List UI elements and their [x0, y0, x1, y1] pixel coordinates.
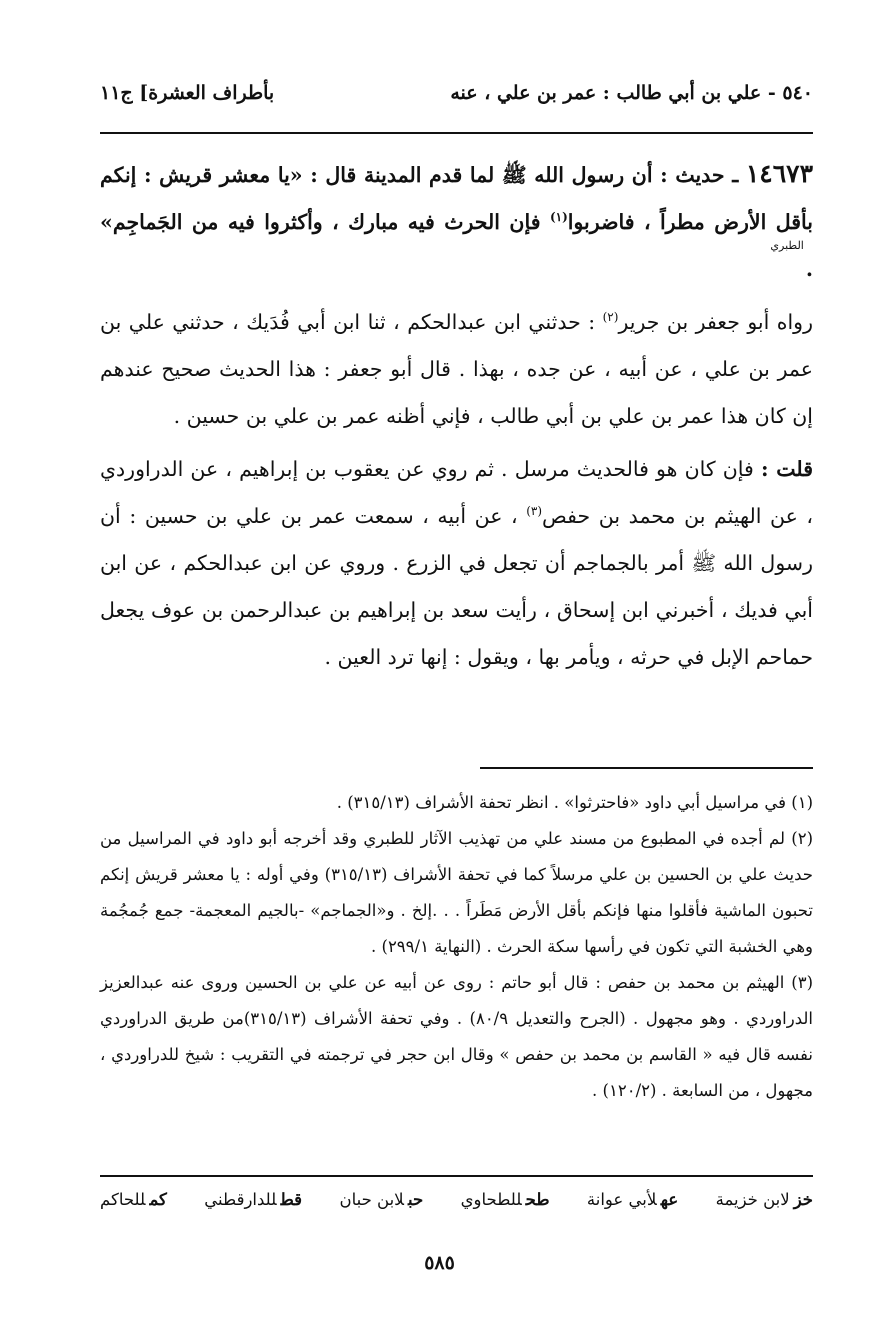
abbreviation-key: [100, 1190, 813, 1209]
header-right-text: ٥٤٠ - علي بن أبي طالب : عمر بن علي ، عنه: [450, 82, 813, 104]
riwaya-text-2: : حدثني ابن عبدالحكم ، ثنا ابن أبي فُدَيك ، حدثني علي بن عمر بن علي ، عن أبيه ، عن جده ، بهذا . قال أبو جعفر : هذا الحديث صحيح عندهم إن كان هذا عمر بن علي بن أبي طالب ، فإني أظنه عمر بن علي بن حسين .: [100, 310, 813, 428]
abbreviation-code: قط: [280, 1190, 303, 1209]
abbreviation-item: [716, 1190, 813, 1209]
footnote-ref-3: (٣): [526, 504, 543, 519]
abbreviation-name: للدارقطني: [204, 1190, 277, 1209]
abbreviation-item: [204, 1190, 302, 1209]
abbreviation-item: [100, 1190, 167, 1209]
hadith-label: حديث :: [660, 163, 725, 187]
bottom-rule: [100, 1175, 813, 1177]
abbreviation-item: [587, 1190, 678, 1209]
footnote-2: (٢) لم أجده في المطبوع من مسند علي من تهذيب الآثار للطبري وقد أخرجه أبو داود في المراسيل من حديث علي بن الحسين بن علي مرسلاً كما في تحفة الأشراف (٣١٥/١٣) وفي أوله : يا معشر قريش إنكم تحبون الماشية فأقلوا منها فإنكم بأقل الأرض مَطَراً . . .إلخ . و«الجماجم» -بالجيم المعجمة- جمع جُمجُمة وهي الخشبة التي تكون في رأسها سكة الحرث . (النهاية ٢٩٩/١) .: [100, 829, 813, 956]
hadith-number: ١٤٦٧٣: [745, 159, 813, 188]
footnote-3: (٣) الهيثم بن محمد بن حفص : قال أبو حاتم : روى عن أبيه عن علي بن الحسين وروى عنه عبدالعزيز الدراوردي . وهو مجهول . (الجرح والتعديل ٨٠/٩) . وفي تحفة الأشراف (٣١٥/١٣)من طريق الدراوردي نفسه قال فيه « القاسم بن محمد بن حفص » وقال ابن حجر في ترجمته في التقريب : شيخ للدراوردي ، مجهول ، من السابعة . (١٢٠/٢) .: [100, 973, 813, 1100]
abbreviation-code: عه: [660, 1190, 679, 1209]
riwaya-text-1: رواه أبو جعفر بن جرير: [618, 310, 813, 334]
hadith-separator: ـ: [724, 163, 746, 187]
qultu-text-2: ، عن أبيه ، سمعت عمر بن علي بن حسين : أن رسول الله ﷺ أمر بالجماجم أن تجعل في الزرع . وروي عن ابن عبدالحكم ، عن ابن أبي فديك ، أخبرني ابن إسحاق ، رأيت سعد بن إبراهيم بن عبدالرحمن بن عوف يجعل حماحم الإبل في حرثه ، ويأمر بها ، ويقول : إنها ترد العين .: [100, 504, 813, 669]
abbreviation-code: خز: [793, 1190, 813, 1209]
header-rule: [100, 132, 813, 134]
qultu-label: قلت :: [760, 457, 814, 481]
riwaya-paragraph: [100, 299, 813, 440]
abbreviation-code: طح: [525, 1190, 550, 1209]
abbreviation-name: لابن خزيمة: [715, 1190, 790, 1209]
qultu-paragraph: [100, 446, 813, 681]
footnote-rule: [480, 767, 813, 769]
footnote-1: (١) في مراسيل أبي داود «فاحترثوا» . انظر تحفة الأشراف (٣١٥/١٣) .: [336, 793, 813, 812]
abbreviation-code: حب: [408, 1190, 424, 1209]
abbreviation-name: لأبي عوانة: [586, 1190, 657, 1209]
abbreviation-item: [339, 1190, 423, 1209]
hadith-paragraph: [100, 150, 813, 293]
page-number: ٥٨٥: [424, 1252, 455, 1274]
source-tag: الطبري: [770, 239, 804, 252]
abbreviation-name: للحاكم: [100, 1190, 146, 1209]
qultu-text-1: فإن كان هو فالحديث مرسل . ثم روي عن يعقوب بن إبراهيم ، عن الدراوردي ، عن الهيثم بن محمد بن حفص: [100, 457, 814, 528]
running-header: [100, 82, 813, 104]
footnotes: [100, 785, 813, 1109]
hadith-text-1: أن رسول الله ﷺ لما قدم المدينة قال : «يا معشر قريش : إنكم بأقل الأرض مطراً ، فاضربوا: [100, 163, 813, 234]
abbreviation-item: [461, 1190, 550, 1209]
abbreviation-name: لابن حبان: [339, 1190, 405, 1209]
abbreviation-name: للطحاوي: [460, 1190, 522, 1209]
abbreviation-code: كم: [149, 1190, 167, 1209]
main-text: [100, 150, 813, 681]
hadith-text-2: فإن الحرث فيه مبارك ، وأكثروا فيه من الجَماجِم» .: [100, 210, 813, 281]
footnote-ref-1: (١): [549, 210, 568, 225]
header-left-text: بأطراف العشرة] ج١١: [100, 82, 275, 104]
footnote-ref-2: (٢): [602, 310, 619, 325]
